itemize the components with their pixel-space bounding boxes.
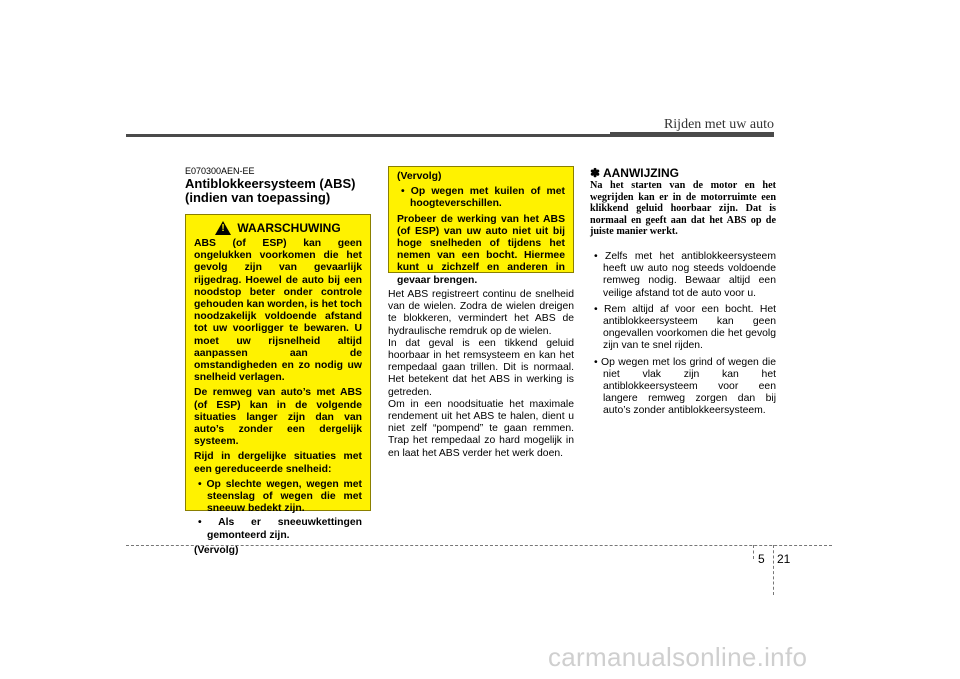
body-paragraph-2: In dat geval is een tikkend geluid hoorbaar in het remsysteem en kan het rempedaal gaan trillen. Dit is normaal. Het betekent dat het ABS in werking is getreden. bbox=[388, 337, 574, 398]
note-bullet: • Rem altijd af voor een bocht. Het antiblokkeersysteem kan geen ongevallen voorkomen die het gevolg zijn van te snel rijden. bbox=[594, 303, 776, 352]
warning-paragraph-1: ABS (of ESP) kan geen ongelukken voorkomen die het gevolg zijn van gevaarlijk rijgedrag. Hoewel de auto bij een noodstop beter onder controle gehouden kan worden, is het toch noodzakelijk voldoende afstand tot uw voorligger te bewaren. U moet uw rijsnelheid altijd aanpassen aan de omstandigheden en zo nodig uw snelheid verlagen. bbox=[194, 238, 362, 384]
note-bullet-list bbox=[590, 251, 776, 422]
warning-heading: WAARSCHUWING bbox=[237, 220, 341, 235]
warning-box bbox=[185, 214, 371, 556]
continued-bullet: • Op wegen met kuilen of met hoogteverschillen. bbox=[401, 186, 565, 210]
page-header-title: Rijden met uw auto bbox=[663, 117, 774, 132]
footer-divider-left bbox=[753, 545, 754, 559]
warning-heading-row bbox=[194, 221, 362, 235]
note-bullet: • Zelfs met het antiblokkeersysteem heeft uw auto nog steeds voldoende remweg nodig. Bewaar altijd een veilige afstand tot de auto voor u. bbox=[594, 251, 776, 299]
watermark: carmanualsonline.info bbox=[548, 642, 808, 672]
section-title: Antiblokkeersysteem (ABS) (indien van toepassing) bbox=[185, 176, 356, 205]
warning-bullet-list bbox=[194, 479, 362, 542]
section-code: E070300AEN-EE bbox=[185, 166, 255, 176]
body-paragraph-3: Om in een noodsituatie het maximale rendement uit het ABS te halen, dient u niet zelf “pompend” te gaan remmen. Trap het rempedaal zo hard mogelijk in en laat het ABS verder het werk doen. bbox=[388, 398, 574, 459]
continued-bullet-list bbox=[397, 186, 565, 210]
page-number: 21 bbox=[777, 552, 791, 566]
footer-rule bbox=[126, 545, 832, 546]
continued-label: (Vervolg) bbox=[397, 171, 442, 182]
chapter-number: 5 bbox=[758, 552, 765, 566]
note-lead: Na het starten van de motor en het wegrijden kan er in de motorruimte een klikkend geluid hoorbaar zijn. Dat is normaal en geeft aan dat het ABS op de juiste manier werkt. bbox=[590, 180, 776, 238]
warning-paragraph-3: Rijd in dergelijke situaties met een gereduceerde snelheid: bbox=[194, 451, 362, 475]
continued-paragraph: Probeer de werking van het ABS (of ESP) van uw auto niet uit bij hoge snelheden of tijdens het nemen van een bocht. Hiermee kunt u zichzelf en anderen in gevaar brengen. bbox=[397, 213, 565, 286]
footer-divider-right bbox=[773, 545, 774, 595]
note-bullet: • Op wegen met los grind of wegen die niet vlak zijn kan het antiblokkeersysteem voor een langere remweg zorgen dan bij auto’s zonder antiblokkeersysteem. bbox=[594, 356, 776, 417]
body-paragraph-1: Het ABS registreert continu de snelheid van de wielen. Zodra de wielen dreigen te blokkeren, vermindert het ABS de hydraulische remdruk op de wielen. bbox=[388, 289, 574, 337]
abs-body-text bbox=[388, 289, 574, 460]
warning-continued: (Vervolg) bbox=[194, 544, 239, 556]
note-title: ✽ AANWIJZING bbox=[590, 166, 679, 180]
warning-paragraph-2: De remweg van auto’s met ABS (of ESP) kan in de volgende situaties langer zijn dan van auto’s zonder een dergelijk systeem. bbox=[194, 387, 362, 448]
header-rule-accent bbox=[610, 132, 774, 137]
warning-triangle-icon: ! bbox=[215, 221, 231, 235]
continued-warning-box bbox=[388, 166, 574, 286]
warning-bullet: • Als er sneeuwkettingen gemonteerd zijn. bbox=[198, 517, 362, 541]
warning-bullet: • Op slechte wegen, wegen met steenslag of wegen die met sneeuw bedekt zijn. bbox=[198, 478, 362, 515]
